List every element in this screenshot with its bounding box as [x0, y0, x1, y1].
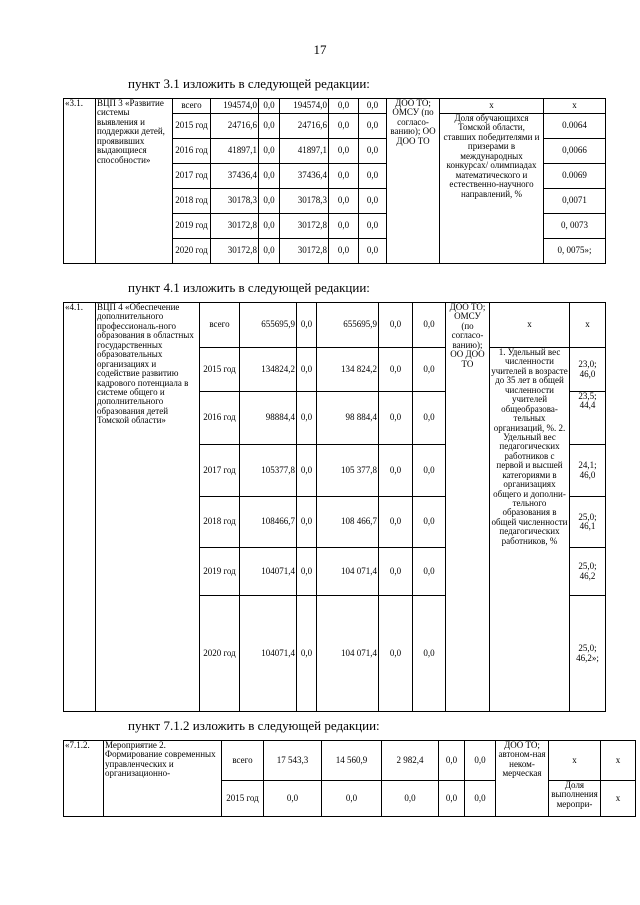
federal-value: 0,0: [297, 497, 317, 548]
other-value: 0,0: [359, 99, 387, 114]
regional-value: 105 377,8: [317, 445, 379, 497]
total-value: 108466,7: [240, 497, 297, 548]
federal-value: 0,0: [297, 392, 317, 445]
year-label: 2018 год: [200, 497, 240, 548]
year-label: 2015 год: [200, 348, 240, 392]
regional-value: 0,0: [382, 781, 439, 817]
total-value: 105377,8: [240, 445, 297, 497]
target-value: 25,0; 46,2»;: [570, 596, 606, 712]
regional-value: 108 466,7: [317, 497, 379, 548]
year-label: 2018 год: [173, 189, 211, 214]
program-name: ВЦП 3 «Развитие системы выявления и поддержки детей, проявивших выдающиеся способности»: [96, 99, 173, 264]
total-value: 17 543,3: [264, 741, 322, 781]
indicator-x: x: [549, 741, 601, 781]
regional-value: 41897,1: [280, 139, 329, 164]
total-value: 655695,9: [240, 303, 297, 348]
local-value: 0,0: [439, 741, 465, 781]
year-label: 2020 год: [173, 239, 211, 264]
target-value: 23,5; 44,4: [570, 392, 606, 445]
total-value: 194574,0: [211, 99, 259, 114]
federal-value: 0,0: [297, 548, 317, 596]
year-label: 2015 год: [222, 781, 264, 817]
total-value: 37436,4: [211, 164, 259, 189]
program-name: Мероприятие 2. Формирование современных управленческих и организационно-: [104, 741, 222, 817]
total-value: 41897,1: [211, 139, 259, 164]
regional-value: 24716,6: [280, 114, 329, 139]
section-heading-7-1-2: пункт 7.1.2 изложить в следующей редакции:: [128, 718, 380, 733]
row-code: «4.1.: [64, 303, 96, 712]
local-value: 0,0: [379, 445, 413, 497]
section-heading-4-1: пункт 4.1 изложить в следующей редакции:: [128, 280, 370, 295]
local-value: 0,0: [379, 497, 413, 548]
target-value: 0,0066: [544, 139, 606, 164]
target-value: 24,1; 46,0: [570, 445, 606, 497]
target-value: 0.0064: [544, 114, 606, 139]
year-label: всего: [222, 741, 264, 781]
year-label: 2020 год: [200, 596, 240, 712]
total-value: 30178,3: [211, 189, 259, 214]
regional-value: 98 884,4: [317, 392, 379, 445]
federal-value: 0,0: [259, 99, 280, 114]
other-value: 0,0: [413, 548, 446, 596]
table-3-1: [63, 98, 606, 264]
regional-value: 37436,4: [280, 164, 329, 189]
row-code: «7.1.2.: [64, 741, 104, 817]
regional-value: 104 071,4: [317, 596, 379, 712]
other-value: 0,0: [359, 239, 387, 264]
executor: ДОО ТО; автоном-ная неком-мерческая: [496, 741, 549, 817]
other-value: 0,0: [359, 189, 387, 214]
target-value: 23,0; 46,0: [570, 348, 606, 392]
other-value: 0,0: [359, 114, 387, 139]
federal-value: 14 560,9: [322, 741, 382, 781]
target-value: x: [601, 781, 636, 817]
year-label: 2015 год: [173, 114, 211, 139]
year-label: 2016 год: [200, 392, 240, 445]
regional-value: 194574,0: [280, 99, 329, 114]
other-value: 0,0: [465, 781, 496, 817]
federal-value: 0,0: [259, 114, 280, 139]
section-heading-3-1: пункт 3.1 изложить в следующей редакции:: [128, 76, 370, 91]
local-value: 0,0: [439, 781, 465, 817]
other-value: 0,0: [413, 497, 446, 548]
row-code: «3.1.: [64, 99, 96, 264]
total-value: 24716,6: [211, 114, 259, 139]
total-value: 30172,8: [211, 239, 259, 264]
target-value: 0, 0073: [544, 214, 606, 239]
year-label: 2019 год: [173, 214, 211, 239]
local-value: 0,0: [379, 392, 413, 445]
local-value: 0,0: [379, 548, 413, 596]
other-value: 0,0: [359, 139, 387, 164]
regional-value: 2 982,4: [382, 741, 439, 781]
total-value: 98884,4: [240, 392, 297, 445]
regional-value: 104 071,4: [317, 548, 379, 596]
regional-value: 30172,8: [280, 239, 329, 264]
local-value: 0,0: [329, 99, 359, 114]
federal-value: 0,0: [259, 214, 280, 239]
local-value: 0,0: [329, 139, 359, 164]
year-label: 2016 год: [173, 139, 211, 164]
target-value: x: [601, 741, 636, 781]
target-value: x: [544, 99, 606, 114]
federal-value: 0,0: [297, 445, 317, 497]
indicator-x: x: [490, 303, 570, 348]
local-value: 0,0: [379, 596, 413, 712]
federal-value: 0,0: [259, 189, 280, 214]
total-value: 104071,4: [240, 596, 297, 712]
other-value: 0,0: [465, 741, 496, 781]
other-value: 0,0: [413, 348, 446, 392]
executor: ДОО ТО; ОМСУ (по согласо-ванию); ОО ДОО ТО: [387, 99, 440, 264]
total-value: 134824,2: [240, 348, 297, 392]
federal-value: 0,0: [297, 596, 317, 712]
regional-value: 30178,3: [280, 189, 329, 214]
regional-value: 134 824,2: [317, 348, 379, 392]
target-value: 0,0071: [544, 189, 606, 214]
target-value: 25,0; 46,1: [570, 497, 606, 548]
local-value: 0,0: [329, 164, 359, 189]
federal-value: 0,0: [259, 164, 280, 189]
other-value: 0,0: [359, 164, 387, 189]
indicator-x: x: [440, 99, 544, 114]
local-value: 0,0: [379, 348, 413, 392]
total-value: 0,0: [264, 781, 322, 817]
regional-value: 655695,9: [317, 303, 379, 348]
program-name: ВЦП 4 «Обеспечение дополнительного профессиональ-ного образования в областных государственных образовательных организациях и содействие развитию кадрового потенциала в системе общего и дополнительного образования детей Томской области»: [96, 303, 200, 712]
other-value: 0,0: [413, 596, 446, 712]
year-label: 2017 год: [200, 445, 240, 497]
local-value: 0,0: [329, 189, 359, 214]
year-label: 2017 год: [173, 164, 211, 189]
local-value: 0,0: [329, 214, 359, 239]
other-value: 0,0: [413, 392, 446, 445]
federal-value: 0,0: [297, 348, 317, 392]
executor: ДОО ТО; ОМСУ (по согласо-ванию); ОО ДОО ТО: [446, 303, 490, 712]
other-value: 0,0: [413, 445, 446, 497]
table-4-1: [63, 302, 606, 712]
target-value: 0.0069: [544, 164, 606, 189]
indicator-text: Доля выполнения меропри-: [549, 781, 601, 817]
indicator-text: 1. Удельный вес численности учителей в возрасте до 35 лет в общей численности учителей общеобразова-тельных организаций, %. 2. Удельный вес педагогических работников с первой и высшей категориями в организациях общего и дополни-тельного образования в общей численности педагогических работников, %: [490, 348, 570, 712]
other-value: 0,0: [359, 214, 387, 239]
year-label: всего: [200, 303, 240, 348]
local-value: 0,0: [329, 239, 359, 264]
year-label: 2019 год: [200, 548, 240, 596]
page-number: 17: [313, 42, 327, 57]
federal-value: 0,0: [322, 781, 382, 817]
federal-value: 0,0: [297, 303, 317, 348]
year-label: всего: [173, 99, 211, 114]
target-value: x: [570, 303, 606, 348]
federal-value: 0,0: [259, 139, 280, 164]
other-value: 0,0: [413, 303, 446, 348]
table-7-1-2: [63, 740, 636, 817]
local-value: 0,0: [379, 303, 413, 348]
local-value: 0,0: [329, 114, 359, 139]
target-value: 0, 0075»;: [544, 239, 606, 264]
target-value: 25,0; 46,2: [570, 548, 606, 596]
federal-value: 0,0: [259, 239, 280, 264]
total-value: 104071,4: [240, 548, 297, 596]
total-value: 30172,8: [211, 214, 259, 239]
indicator-text: Доля обучающихся Томской области, ставших победителями и призерами в международных конкурсах/ олимпиадах математического и естественно-научного направлений, %: [440, 114, 544, 264]
regional-value: 30172,8: [280, 214, 329, 239]
